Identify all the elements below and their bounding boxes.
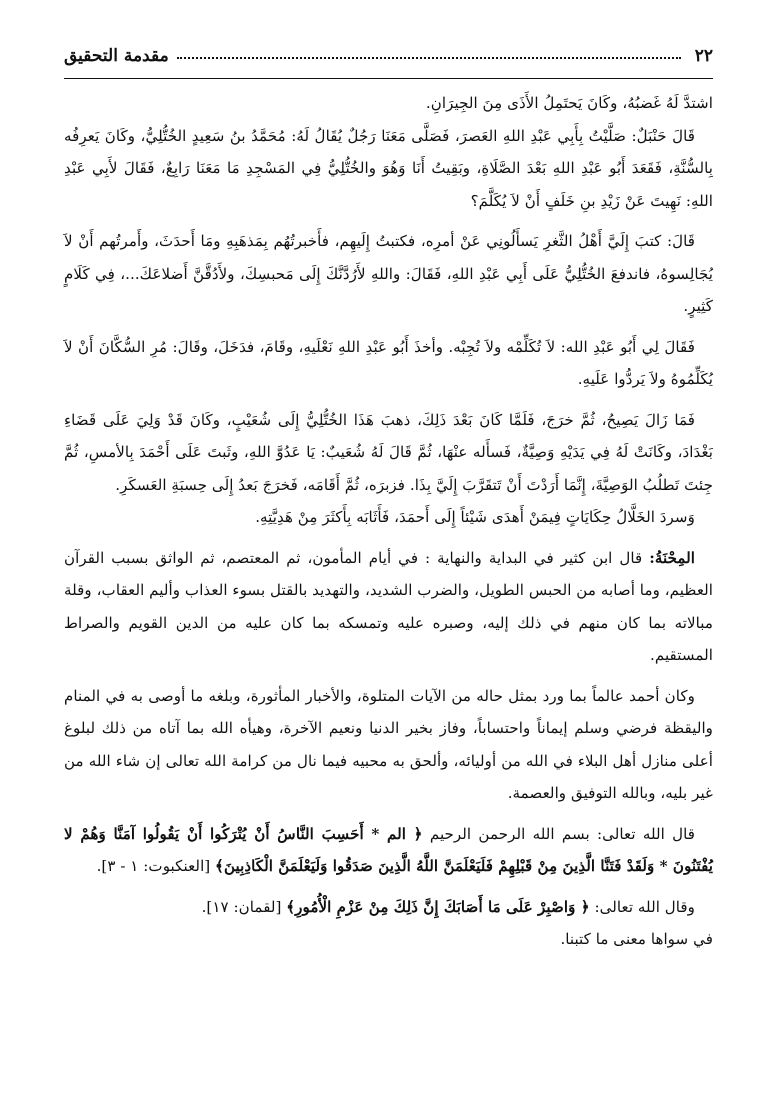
page-body [64,87,713,956]
page-number: ٢٢ [694,46,713,66]
mihna-heading: المِحْنَةُ: [649,548,695,567]
paragraph: وَسردَ الخَلَّالُ حِكَايَاتٍ فِيمَنْ أَهدَى شَيْئاً إِلَى أَحمَدَ، فَأَثَابَه بِأَكثَرَ مِنْ هَدِيَّتِهِ. [255,508,695,526]
quran-quote-ankabut [64,818,713,883]
quote-intro: وقال الله تعالى: [589,897,695,916]
header-dotted-leader [177,47,681,59]
closing-line: في سواها معنى ما كتبنا. [560,930,713,948]
quote-intro: قال الله تعالى: بسم الله الرحمن الرحيم [422,824,696,843]
paragraph: فَقَالَ لِي أَبُو عَبْدِ الله: لاَ تُكَلِّمْه ولاَ تُجِبْه. وأخذَ أَبُو عَبْدِ اللهِ نَعْلَيهِ، وقَامَ، فدَخَلَ، وقَالَ: مُرِ السُّكَّانَ أَنْ لاَ يُكَلِّمُوهُ ولاَ يَردُّوا عَلَيهِ. [64,337,713,388]
paragraph: وكان أحمد عالماً بما ورد بمثل حاله من الآيات المتلوة، والأخبار المأثورة، وبلغه ما أوصى به في المنام واليقظة فرضي وسلم إيماناً واحتساباً، وفاز بخير الدنيا ونعيم الآخرة، وهيأه الله بما آتاه من ذلك لبلوغ أعلى منازل أهل البلاء في الله من أوليائه، وألحق به محبيه فيما نال من كرامة الله تعالى إن شاء الله من غير بليه، وبالله التوفيق والعصمة. [64,686,713,802]
paragraph: اشتدَّ لَهُ غَضبُهُ، وكَانَ يَحتَمِلُ الأَذَى مِنَ الجِيرَانِ. [425,94,713,112]
quran-verse: ﴿ الم * أَحَسِبَ النَّاسُ أَنْ يُتْرَكُوا أَنْ يَقُولُوا آمَنَّا وَهُمْ لا يُفْتَنُونَ * وَلَقَدْ فَتَنَّا الَّذِينَ مِنْ قَبْلِهِمْ فَلَيَعْلَمَنَّ اللَّهُ الَّذِينَ صَدَقُوا وَلَيَعْلَمَنَّ الْكَاذِبِينَ﴾ [64,824,713,875]
mihna-paragraph [64,542,713,672]
verse-reference: [لقمان: ١٧]. [201,897,287,916]
mihna-text: قال ابن كثير في البداية والنهاية : في أيام المأمون، ثم المعتصم، ثم الواثق بسبب القرآن العظيم، وما أصابه من الحبس الطويل، والضرب الشديد، والتهديد بالقتل بسوء العذاب وأليم العقاب، وقلة مبالاته بما كان منهم في ذلك إليه، وصبره عليه وتمسكه بما كان عليه من الدين القويم والصراط المستقيم. [64,548,713,664]
paragraph: قَالَ حَنْبَلٌ: صَلَّيْتُ بِأَبِي عَبْدِ اللهِ العَصرَ، فَصَلَّى مَعَنَا رَجُلٌ يُقَالُ لَهُ: مُحَمَّدُ بنُ سَعِيدٍ الخُتُّلِيُّ، وكَانَ يَعرِفُه بِالسُّنَّةِ، فَقَعَدَ أَبُو عَبْدِ اللهِ بَعْدَ الصَّلَاةِ، وبَقِيتُ أَنَا وَهُوَ والخُتُّلِيُّ فِي المَسْجِدِ مَا مَعَنَا رَابِعٌ، فَقَالَ لأَبِي عَبْدِ اللهِ: نَهِيتَ عَنْ زَيْدِ بنِ خَلَفٍ أَنْ لاَ يُكَلَّمَ؟ [64,126,713,210]
paragraph: قَالَ: كتبَ إِلَيَّ أَهْلُ الثَّغرِ يَسأَلُونِي عَنْ أمرِه، فكتبتُ إِلَيهِم، فأَخبرتُهُم بِمَذهَبِهِ ومَا أَحدَثَ، وأَمرتُهم أَنْ لاَ يُجَالِسوهُ، فاندفعَ الخُتُّلِيُّ عَلَى أَبِي عَبْدِ اللهِ، فَقَالَ: واللهِ لأَرُدَّنَّكَ إِلَى مَحبسِكَ، ولأَدُقَّنَّ أَضلاعَكَ...، فِي كَلَامٍ كَثِيرٍ. [64,232,713,315]
page-header [64,36,713,79]
quran-quote-luqman [64,891,713,924]
paragraph: فَمَا زَالَ يَصِيحُ، ثُمَّ خرَجَ، فَلَمَّا كَانَ بَعْدَ ذَلِكَ، ذهبَ هَذَا الخُتُّلِيُّ إِلَى شُعَيْبٍ، وكَانَ قَدْ وَلِيَ عَلَى قَضَاءِ بَغْدَادَ، وكَانَتْ لَهُ فِي يَدَيْهِ وَصِيَّةٌ، فَسأَله عنْهَا، ثُمَّ قَالَ لَهُ شُعَيبٌ: يَا عَدُوَّ اللهِ، وثَبتَ عَلَى أَحْمَدَ بِالأمسِ، ثُمَّ جِئتَ تَطلُبُ الوَصِيَّةَ، إِنَّمَا أَرَدْتَ أَنْ تَتقَرَّبَ إِلَيَّ بِذَا. فزبرَه، ثُمَّ أَقَامَه، فَخرَجَ بَعدُ إِلَى حِسبَةِ العَسكَرِ. [64,410,713,494]
running-title: مقدمة التحقيق [64,46,169,66]
quran-verse: ﴿ وَاصْبِرْ عَلَى مَا أَصَابَكَ إِنَّ ذَلِكَ مِنْ عَزْمِ الْأُمُورِ﴾ [286,897,590,916]
verse-reference: [العنكبوت: ١ - ٣]. [96,857,216,875]
